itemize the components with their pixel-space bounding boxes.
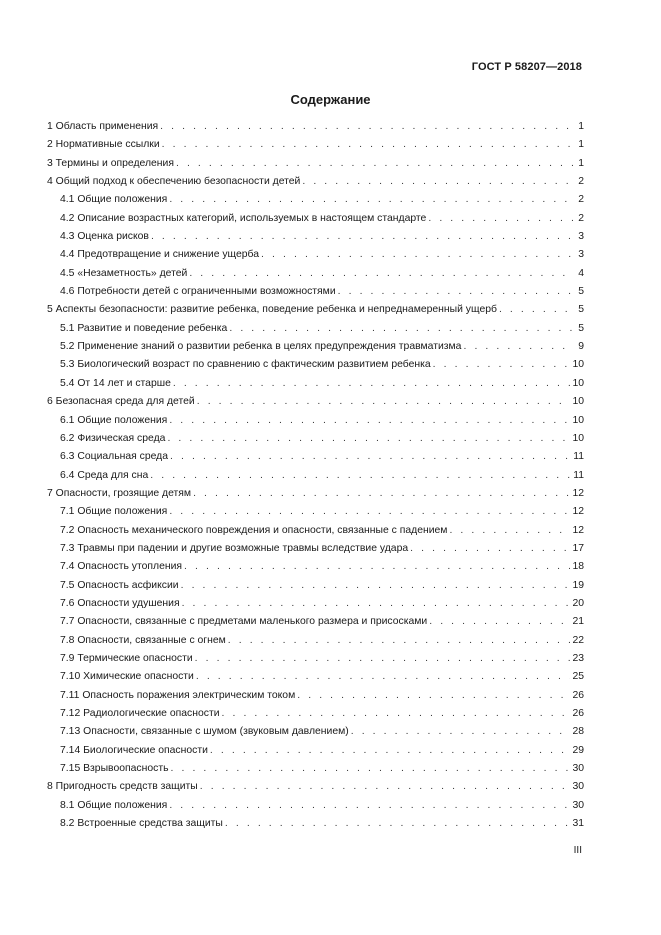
toc-entry-page: 31: [572, 818, 584, 830]
toc-entry[interactable]: [47, 540, 584, 558]
toc-entry[interactable]: [47, 650, 584, 668]
toc-entry[interactable]: [47, 815, 584, 833]
toc-entry-page: 5: [578, 304, 584, 316]
toc-entry[interactable]: [47, 723, 584, 741]
dot-leader: [297, 687, 570, 705]
dot-leader: [210, 742, 571, 760]
toc-entry-label: 7.8 Опасности, связанные с огнем: [60, 634, 226, 646]
toc-entry-label: 7.9 Термические опасности: [60, 652, 193, 664]
toc-entry[interactable]: [47, 613, 584, 631]
toc-entry-label: 8.1 Общие положения: [60, 799, 168, 811]
dot-leader: [302, 173, 574, 191]
toc-entry-page: 19: [572, 579, 584, 591]
toc-entry-label: 5.1 Развитие и поведение ребенка: [60, 322, 228, 334]
dot-leader: [173, 375, 571, 393]
toc-entry[interactable]: [47, 485, 584, 503]
dot-leader: [222, 705, 571, 723]
toc-entry-page: 21: [572, 616, 584, 628]
toc-entry-label: 7.10 Химические опасности: [60, 671, 194, 683]
toc-entry-page: 22: [572, 634, 584, 646]
toc-entry[interactable]: [47, 558, 584, 576]
toc-entry[interactable]: [47, 430, 584, 448]
toc-entry-page: 26: [572, 689, 584, 701]
toc-entry[interactable]: [47, 742, 584, 760]
dot-leader: [196, 668, 571, 686]
toc-entry[interactable]: [47, 687, 584, 705]
toc-entry-page: 12: [572, 506, 584, 518]
dot-leader: [351, 723, 571, 741]
toc-entry-page: 11: [573, 451, 584, 463]
dot-leader: [184, 558, 570, 576]
toc-entry[interactable]: [47, 760, 584, 778]
dot-leader: [197, 393, 571, 411]
toc-entry[interactable]: [47, 228, 584, 246]
dot-leader: [171, 760, 571, 778]
toc-entry-page: 5: [578, 286, 584, 298]
dot-leader: [261, 246, 574, 264]
toc-entry-label: 6.1 Общие положения: [60, 414, 168, 426]
dot-leader: [151, 228, 574, 246]
page-title: Содержание: [290, 92, 371, 107]
toc-entry[interactable]: [47, 375, 584, 393]
toc-entry-page: 9: [578, 341, 584, 353]
toc-entry-label: 4.3 Оценка рисков: [60, 231, 149, 243]
dot-leader: [160, 118, 574, 136]
dot-leader: [499, 301, 574, 319]
toc-entry-label: 7.14 Биологические опасности: [60, 744, 208, 756]
toc-entry-page: 28: [572, 726, 584, 738]
toc-entry-page: 30: [572, 799, 584, 811]
toc-entry-page: 10: [572, 414, 584, 426]
toc-entry[interactable]: [47, 155, 584, 173]
dot-leader: [229, 320, 574, 338]
toc-entry-label: 7.5 Опасность асфиксии: [60, 579, 179, 591]
dot-leader: [228, 632, 571, 650]
toc-entry-page: 10: [572, 396, 584, 408]
toc-entry[interactable]: [47, 632, 584, 650]
toc-entry-page: 4: [578, 267, 584, 279]
toc-entry-label: 7.6 Опасности удушения: [60, 597, 180, 609]
dot-leader: [463, 338, 574, 356]
dot-leader: [449, 522, 570, 540]
page-number: III: [573, 845, 582, 856]
toc-entry-page: 3: [578, 231, 584, 243]
toc-entry-label: 6.2 Физическая среда: [60, 432, 166, 444]
toc-entry-page: 2: [578, 176, 584, 188]
toc-entry-label: 7.11 Опасность поражения электрическим током: [60, 689, 296, 701]
toc-entry-label: 4.2 Описание возрастных категорий, используемых в настоящем стандарте: [60, 212, 427, 224]
toc-entry-page: 12: [572, 487, 584, 499]
toc-entry-label: 4.1 Общие положения: [60, 194, 168, 206]
toc-entry-label: 5.4 От 14 лет и старше: [60, 377, 171, 389]
toc-entry[interactable]: [47, 283, 584, 301]
table-of-contents: [47, 118, 584, 833]
toc-entry-label: 7 Опасности, грозящие детям: [47, 487, 192, 499]
toc-entry-page: 3: [578, 249, 584, 261]
toc-entry-page: 10: [572, 432, 584, 444]
toc-entry-page: 2: [578, 212, 584, 224]
toc-entry-label: 7.2 Опасность механического повреждения и опасности, связанные с падением: [60, 524, 448, 536]
toc-entry-page: 1: [578, 139, 584, 151]
toc-entry-label: 7.4 Опасность утопления: [60, 561, 183, 573]
toc-entry[interactable]: [47, 118, 584, 136]
dot-leader: [181, 577, 571, 595]
toc-entry[interactable]: [47, 191, 584, 209]
dot-leader: [182, 595, 571, 613]
toc-entry-page: 17: [572, 542, 584, 554]
toc-entry[interactable]: [47, 522, 584, 540]
toc-entry-page: 18: [572, 561, 584, 573]
toc-entry-page: 10: [572, 359, 584, 371]
toc-entry-label: 7.12 Радиологические опасности: [60, 708, 220, 719]
toc-entry[interactable]: [47, 393, 584, 411]
toc-entry[interactable]: [47, 778, 584, 796]
toc-entry-page: 23: [572, 652, 584, 664]
toc-entry[interactable]: [47, 448, 584, 466]
toc-entry-label: 7.15 Взрывоопасность: [60, 763, 169, 775]
standard-designation: ГОСТ Р 58207—2018: [471, 61, 582, 73]
toc-entry[interactable]: [47, 467, 584, 485]
toc-entry-label: 1 Область применения: [47, 121, 159, 132]
dot-leader: [169, 412, 570, 430]
toc-entry-page: 30: [572, 763, 584, 775]
dot-leader: [200, 778, 571, 796]
toc-entry[interactable]: [47, 320, 584, 338]
toc-entry-label: 4.6 Потребности детей с ограниченными возможностями: [60, 286, 336, 298]
dot-leader: [193, 485, 570, 503]
toc-entry-label: 3 Термины и определения: [47, 157, 174, 169]
toc-entry-label: 4 Общий подход к обеспечению безопасности детей: [47, 176, 301, 188]
toc-entry-page: 1: [578, 157, 584, 169]
toc-entry-page: 25: [572, 671, 584, 683]
toc-entry-page: 20: [572, 597, 584, 609]
toc-entry[interactable]: [47, 356, 584, 374]
dot-leader: [195, 650, 571, 668]
dot-leader: [338, 283, 574, 301]
toc-entry[interactable]: [47, 668, 584, 686]
dot-leader: [189, 265, 574, 283]
toc-entry-page: 30: [572, 781, 584, 793]
toc-entry-label: 8 Пригодность средств защиты: [47, 781, 198, 793]
toc-entry-label: 5.3 Биологический возраст по сравнению с фактическим развитием ребенка: [60, 359, 431, 371]
toc-entry-label: 5.2 Применение знаний о развитии ребенка в целях предупреждения травматизма: [60, 341, 462, 353]
dot-leader: [433, 356, 571, 374]
toc-entry-page: 5: [578, 322, 584, 334]
toc-entry-label: 7.7 Опасности, связанные с предметами маленького размера и присосками: [60, 616, 428, 628]
toc-entry-label: 7.13 Опасности, связанные с шумом (звуковым давлением): [60, 726, 349, 738]
toc-entry[interactable]: [47, 503, 584, 521]
toc-entry-label: 4.4 Предотвращение и снижение ущерба: [60, 249, 260, 261]
toc-entry[interactable]: [47, 595, 584, 613]
dot-leader: [167, 430, 570, 448]
toc-entry-page: 29: [572, 744, 584, 756]
toc-entry[interactable]: [47, 577, 584, 595]
toc-entry[interactable]: [47, 412, 584, 430]
toc-entry[interactable]: [47, 301, 584, 319]
toc-entry-label: 6.4 Среда для сна: [60, 469, 149, 481]
toc-entry-page: 1: [578, 121, 584, 132]
dot-leader: [170, 448, 571, 466]
toc-entry-page: 26: [572, 708, 584, 719]
toc-entry-page: 11: [573, 469, 584, 481]
toc-entry[interactable]: [47, 210, 584, 228]
toc-entry-page: 2: [578, 194, 584, 206]
toc-entry-label: 7.1 Общие положения: [60, 506, 168, 518]
toc-entry[interactable]: [47, 136, 584, 154]
toc-entry[interactable]: [47, 705, 584, 723]
dot-leader: [176, 155, 574, 173]
toc-entry[interactable]: [47, 246, 584, 264]
dot-leader: [429, 613, 570, 631]
toc-entry-page: 10: [572, 377, 584, 389]
toc-entry[interactable]: [47, 338, 584, 356]
dot-leader: [162, 136, 574, 154]
toc-entry[interactable]: [47, 797, 584, 815]
toc-entry-label: 8.2 Встроенные средства защиты: [60, 818, 223, 830]
toc-entry-label: 2 Нормативные ссылки: [47, 139, 160, 151]
toc-entry[interactable]: [47, 173, 584, 191]
dot-leader: [428, 210, 574, 228]
toc-entry-label: 4.5 «Незаметность» детей: [60, 267, 188, 279]
toc-entry[interactable]: [47, 265, 584, 283]
dot-leader: [150, 467, 571, 485]
toc-entry-page: 12: [572, 524, 584, 536]
dot-leader: [169, 503, 570, 521]
dot-leader: [169, 191, 574, 209]
dot-leader: [410, 540, 570, 558]
toc-entry-label: 6 Безопасная среда для детей: [47, 396, 195, 408]
dot-leader: [225, 815, 571, 833]
toc-entry-label: 6.3 Социальная среда: [60, 451, 169, 463]
toc-entry-label: 5 Аспекты безопасности: развитие ребенка, поведение ребенка и непреднамеренный ущерб: [47, 304, 497, 316]
toc-entry-label: 7.3 Травмы при падении и другие возможные травмы вследствие удара: [60, 542, 409, 554]
dot-leader: [169, 797, 570, 815]
